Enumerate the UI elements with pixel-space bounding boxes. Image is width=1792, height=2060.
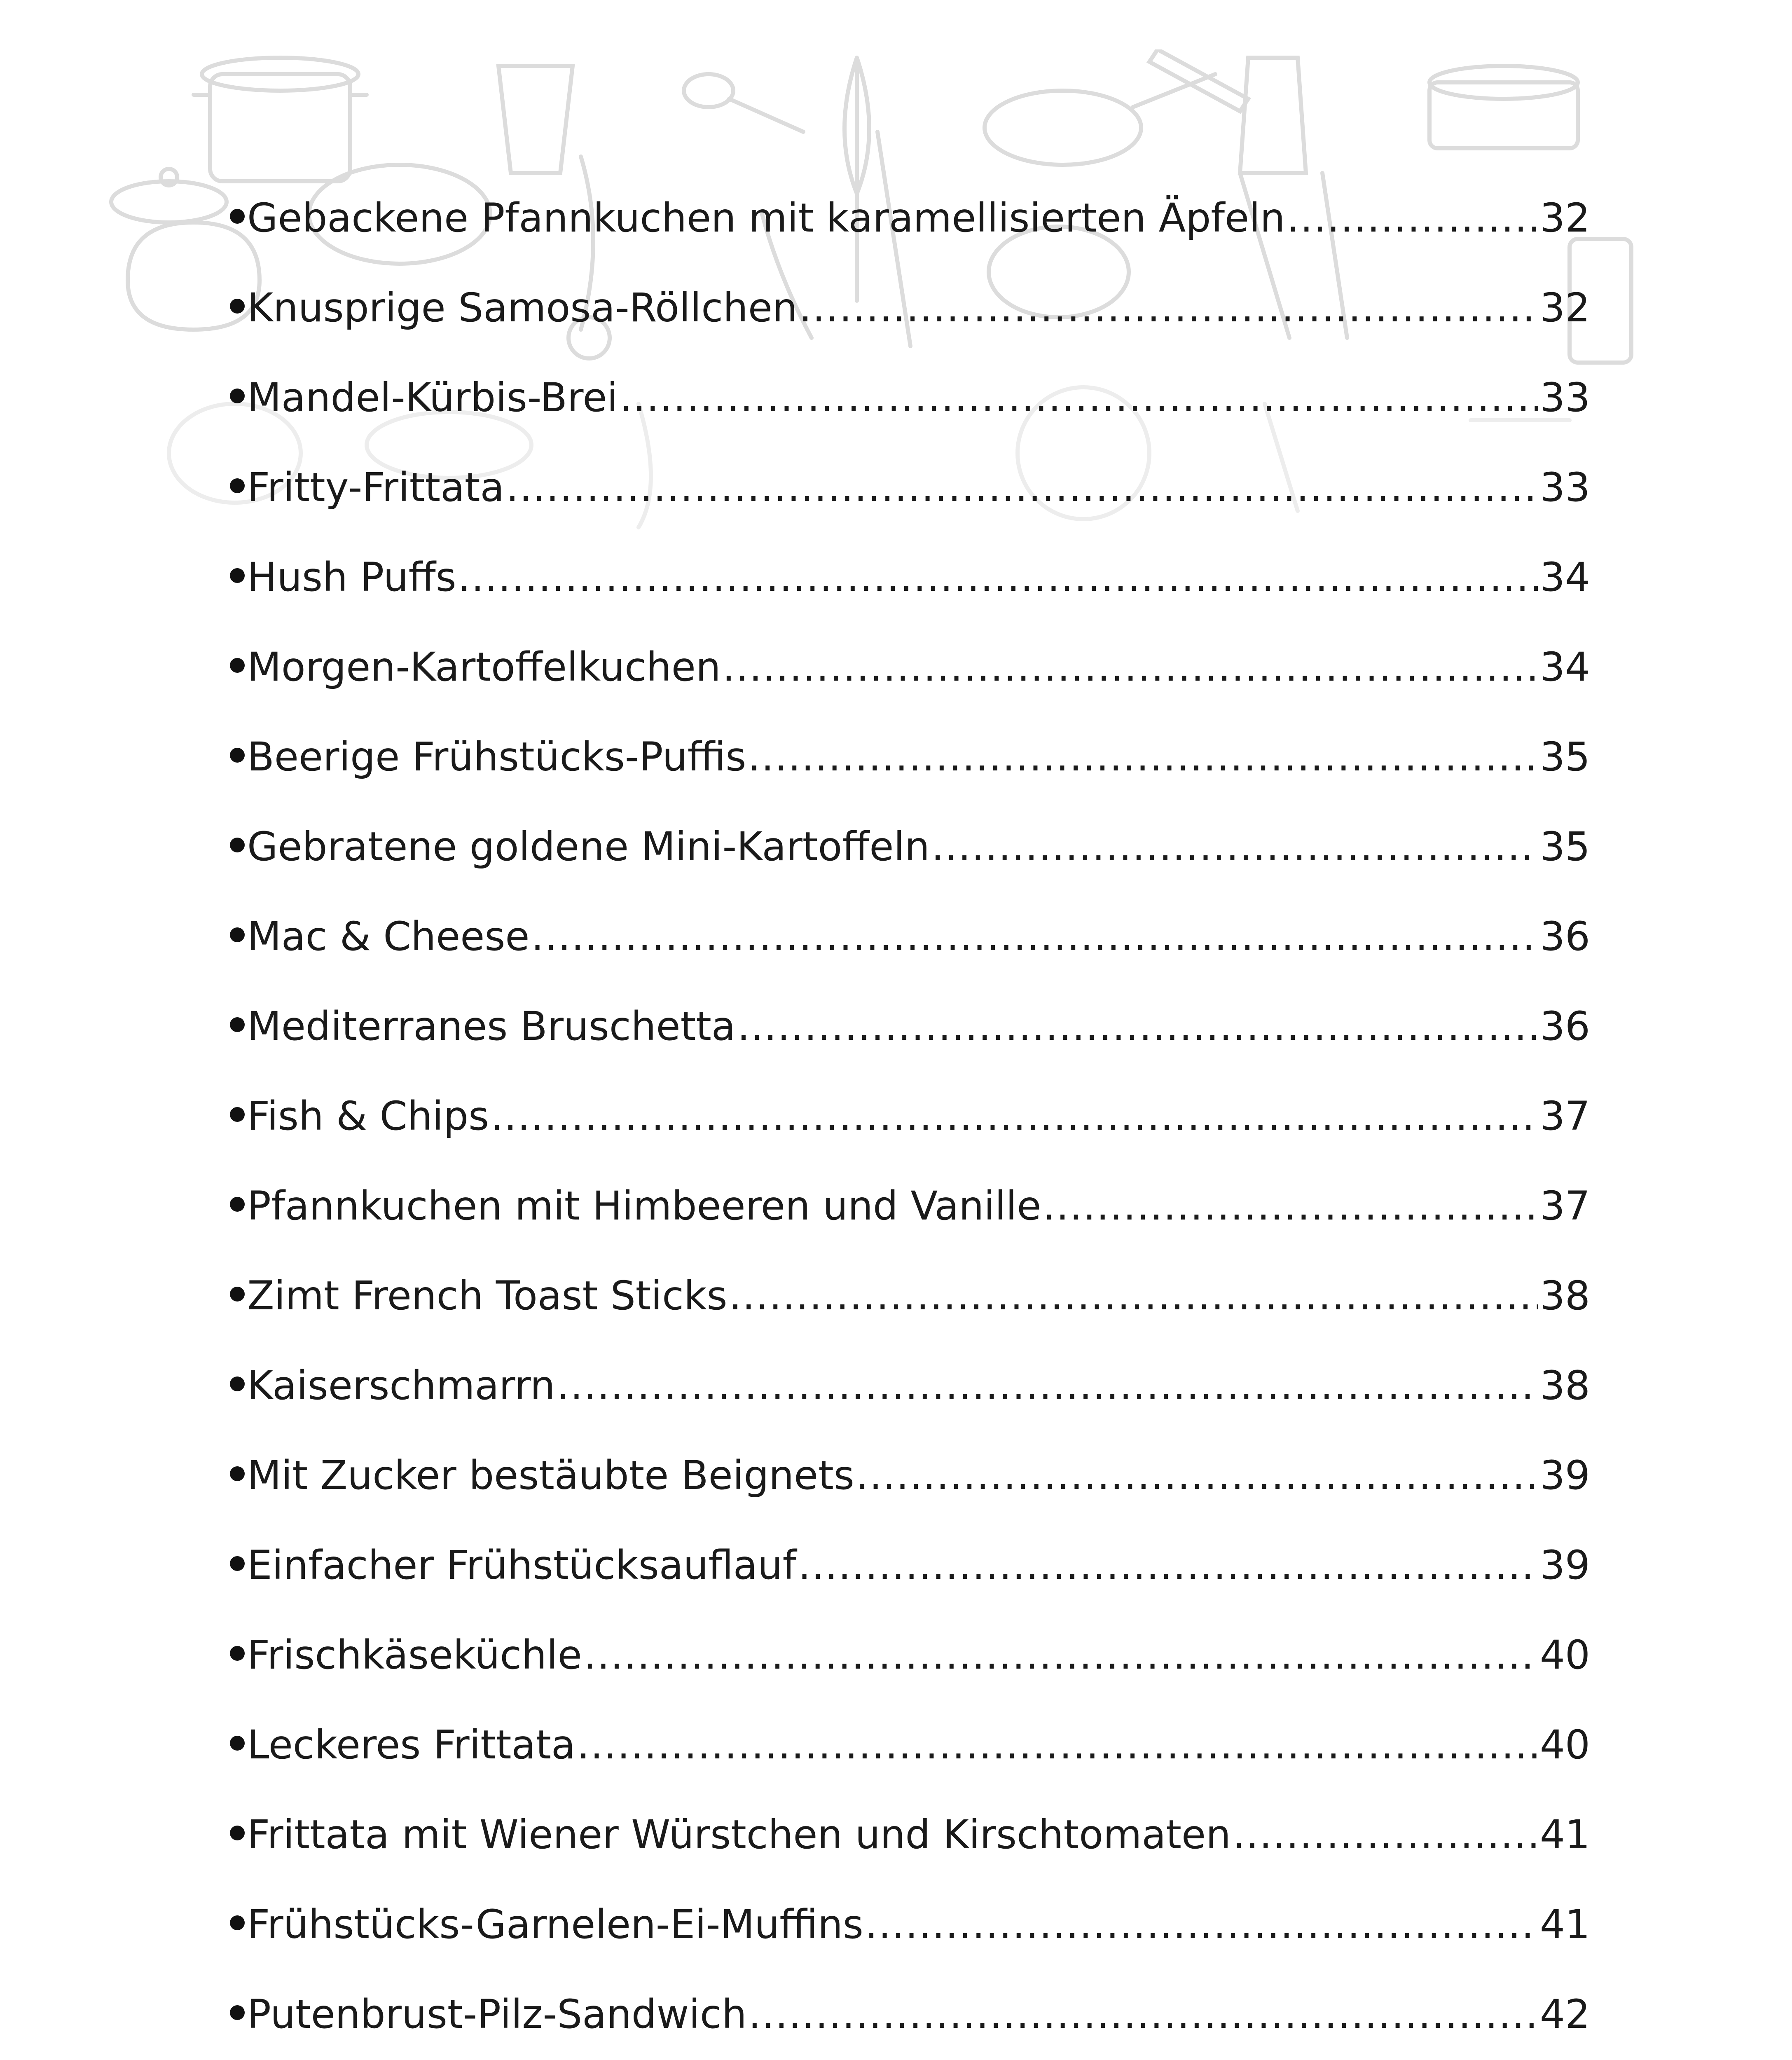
toc-entry-title: Fritty-Frittata xyxy=(247,464,505,510)
toc-entry-page: 37 xyxy=(1539,1093,1590,1139)
toc-entry-page: 35 xyxy=(1539,824,1590,870)
toc-entry-page: 36 xyxy=(1539,913,1590,960)
dot-leader xyxy=(729,1276,1538,1316)
toc-entry[interactable] xyxy=(247,1969,1590,2059)
toc-entry[interactable] xyxy=(247,892,1590,981)
toc-entry-title: Frittata mit Wiener Würstchen und Kirschtomaten xyxy=(247,1812,1231,1858)
dot-leader xyxy=(531,917,1538,956)
bullet-icon xyxy=(230,1646,245,1661)
bullet-icon xyxy=(230,1376,245,1391)
toc-entry[interactable] xyxy=(247,1610,1590,1700)
toc-entry-page: 35 xyxy=(1539,734,1590,780)
dot-leader xyxy=(584,1635,1538,1675)
dot-leader xyxy=(506,468,1538,507)
dot-leader xyxy=(557,1366,1538,1405)
toc-entry[interactable] xyxy=(247,532,1590,622)
toc-entry-page: 42 xyxy=(1539,1991,1590,2037)
table-of-contents xyxy=(247,173,1590,2060)
toc-entry-page: 38 xyxy=(1539,1273,1590,1319)
toc-entry-page: 40 xyxy=(1539,1632,1590,1678)
bullet-icon xyxy=(230,1736,245,1751)
dot-leader xyxy=(856,1456,1538,1495)
dot-leader xyxy=(798,1545,1538,1585)
bullet-icon xyxy=(230,658,245,673)
toc-entry[interactable] xyxy=(247,173,1590,263)
bullet-icon xyxy=(230,1915,245,1930)
dot-leader xyxy=(723,647,1538,687)
toc-entry-title: Frühstücks-Garnelen-Ei-Muffins xyxy=(247,1901,863,1948)
toc-entry[interactable] xyxy=(247,802,1590,892)
toc-entry-title: Putenbrust-Pilz-Sandwich xyxy=(247,1991,747,2037)
toc-entry-title: Mac & Cheese xyxy=(247,913,530,960)
toc-entry[interactable] xyxy=(247,1520,1590,1610)
toc-entry[interactable] xyxy=(247,1700,1590,1790)
toc-entry-page: 39 xyxy=(1539,1542,1590,1588)
toc-entry[interactable] xyxy=(247,442,1590,532)
toc-entry-page: 32 xyxy=(1539,285,1590,331)
toc-entry[interactable] xyxy=(247,981,1590,1071)
toc-entry-page: 38 xyxy=(1539,1362,1590,1409)
dot-leader xyxy=(620,378,1538,417)
toc-entry[interactable] xyxy=(247,263,1590,353)
toc-entry[interactable] xyxy=(247,1790,1590,1880)
bullet-icon xyxy=(230,1017,245,1032)
toc-entry-title: Knusprige Samosa-Röllchen xyxy=(247,285,798,331)
toc-entry-title: Einfacher Frühstücksauflauf xyxy=(247,1542,797,1588)
bullet-icon xyxy=(230,1287,245,1302)
toc-entry-title: Leckeres Frittata xyxy=(247,1722,575,1768)
toc-entry-title: Gebackene Pfannkuchen mit karamellisierten Äpfeln xyxy=(247,195,1285,241)
toc-entry-page: 40 xyxy=(1539,1722,1590,1768)
dot-leader xyxy=(1043,1186,1538,1226)
bullet-icon xyxy=(230,1197,245,1212)
bullet-icon xyxy=(230,1556,245,1571)
toc-entry-title: Mediterranes Bruschetta xyxy=(247,1003,736,1049)
dot-leader xyxy=(491,1096,1538,1136)
toc-entry-title: Hush Puffs xyxy=(247,554,456,600)
toc-entry[interactable] xyxy=(247,353,1590,442)
toc-entry[interactable] xyxy=(247,1341,1590,1430)
toc-entry-title: Kaiserschmarrn xyxy=(247,1362,555,1409)
dot-leader xyxy=(865,1905,1538,1944)
bullet-icon xyxy=(230,478,245,493)
toc-entry-title: Fish & Chips xyxy=(247,1093,489,1139)
toc-entry-page: 32 xyxy=(1539,195,1590,241)
dot-leader xyxy=(458,557,1538,597)
toc-entry[interactable] xyxy=(247,1251,1590,1341)
toc-entry-page: 39 xyxy=(1539,1452,1590,1498)
bullet-icon xyxy=(230,1826,245,1840)
toc-entry-title: Gebratene goldene Mini-Kartoffeln xyxy=(247,824,930,870)
bullet-icon xyxy=(230,748,245,763)
dot-leader xyxy=(1233,1815,1538,1854)
bullet-icon xyxy=(230,927,245,942)
dot-leader xyxy=(577,1725,1538,1765)
bullet-icon xyxy=(230,299,245,314)
bullet-icon xyxy=(230,838,245,852)
dot-leader xyxy=(931,827,1538,866)
bullet-icon xyxy=(230,209,245,224)
toc-entry-title: Morgen-Kartoffelkuchen xyxy=(247,644,721,690)
toc-entry-title: Mit Zucker bestäubte Beignets xyxy=(247,1452,854,1498)
bullet-icon xyxy=(230,389,245,403)
toc-entry-page: 34 xyxy=(1539,644,1590,690)
toc-entry-page: 34 xyxy=(1539,554,1590,600)
bullet-icon xyxy=(230,1466,245,1481)
toc-entry-page: 36 xyxy=(1539,1003,1590,1049)
toc-entry-title: Beerige Frühstücks-Puffis xyxy=(247,734,746,780)
bullet-icon xyxy=(230,2005,245,2020)
toc-entry[interactable] xyxy=(247,1430,1590,1520)
dot-leader xyxy=(1287,198,1538,238)
bullet-icon xyxy=(230,568,245,583)
toc-entry-page: 41 xyxy=(1539,1812,1590,1858)
toc-entry-page: 37 xyxy=(1539,1183,1590,1229)
toc-entry-page: 41 xyxy=(1539,1901,1590,1948)
toc-entry[interactable] xyxy=(247,622,1590,712)
toc-entry-page: 33 xyxy=(1539,464,1590,510)
toc-entry[interactable] xyxy=(247,1161,1590,1251)
toc-entry[interactable] xyxy=(247,712,1590,802)
bullet-icon xyxy=(230,1107,245,1122)
toc-entry[interactable] xyxy=(247,1880,1590,1969)
toc-entry-title: Mandel-Kürbis-Brei xyxy=(247,375,618,421)
toc-entry-title: Pfannkuchen mit Himbeeren und Vanille xyxy=(247,1183,1041,1229)
toc-entry-page: 33 xyxy=(1539,375,1590,421)
toc-entry[interactable] xyxy=(247,1071,1590,1161)
dot-leader xyxy=(737,1007,1538,1046)
toc-entry-title: Zimt French Toast Sticks xyxy=(247,1273,728,1319)
toc-entry-title: Frischkäseküchle xyxy=(247,1632,582,1678)
dot-leader xyxy=(799,288,1538,328)
dot-leader xyxy=(749,1994,1538,2034)
dot-leader xyxy=(748,737,1538,777)
